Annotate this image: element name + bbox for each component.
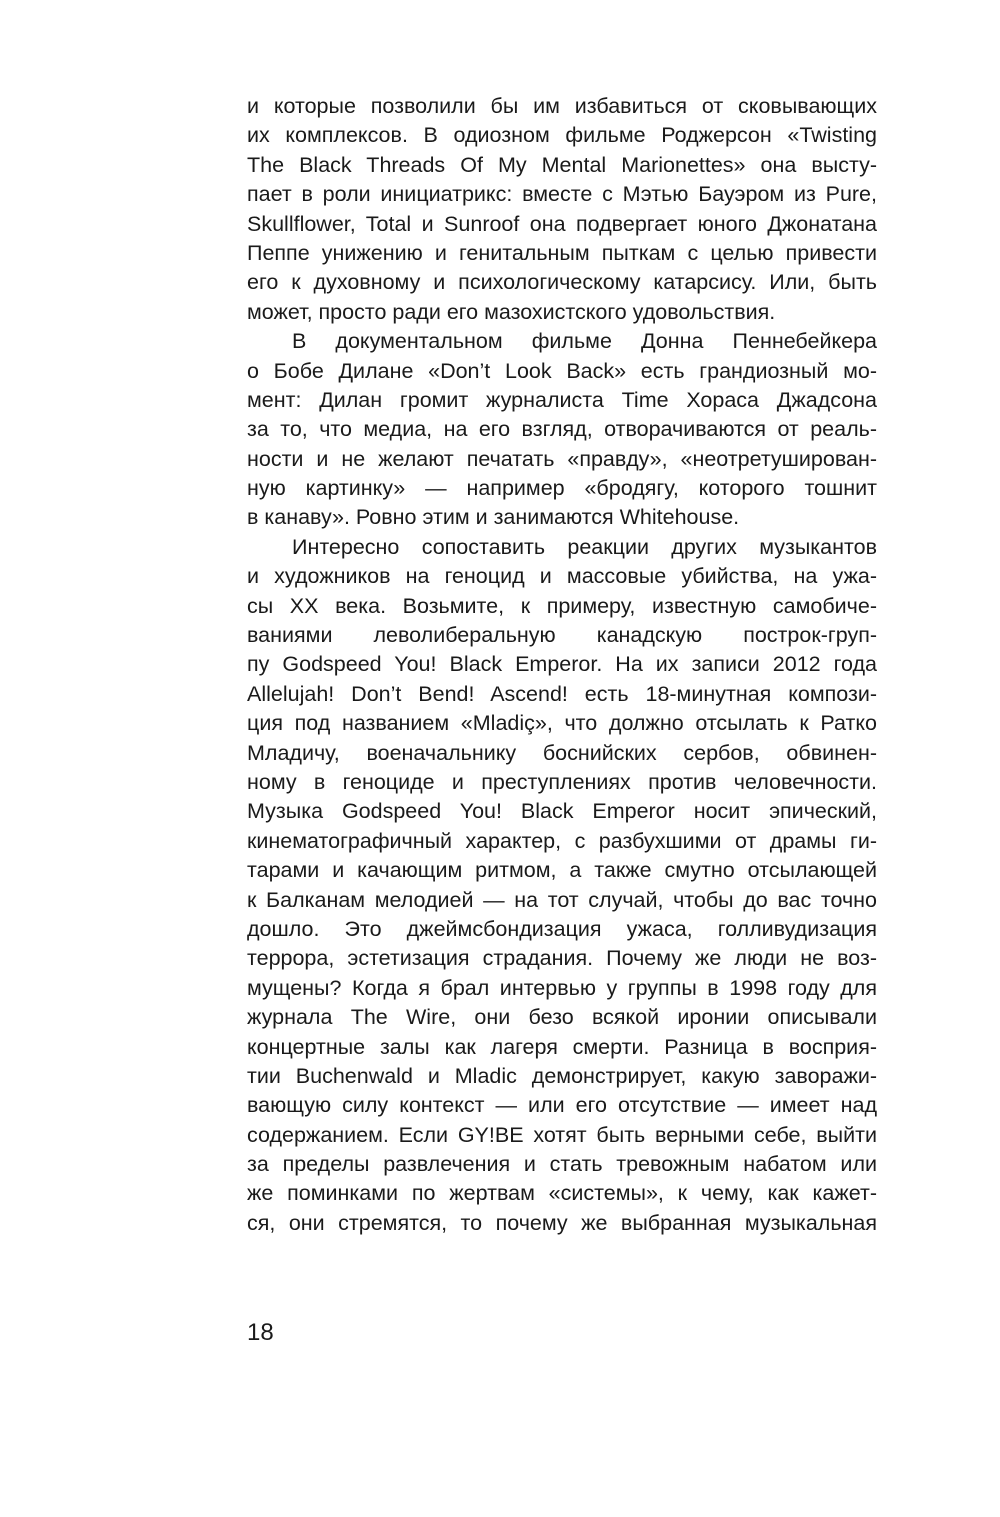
text-line: Младичу, военачальнику боснийских сербов, обвинен- — [247, 740, 877, 765]
text-line: содержанием. Если GY!BE хотят быть верными себе, выйти — [247, 1122, 877, 1147]
text-line: тии Buchenwald и Mladic демонстрирует, какую заворажи- — [247, 1063, 877, 1088]
text-line: их комплексов. В одиозном фильме Роджерсон «Twisting — [247, 123, 877, 148]
text-line: о Бобе Дилане «Don’t Look Back» есть грандиозный мо- — [247, 358, 877, 383]
page-body — [247, 92, 877, 1238]
text-line: пает в роли инициатрикс: вместе с Мэтью Бауэром из Pure, — [247, 182, 877, 207]
text-line: Allelujah! Don’t Bend! Ascend! есть 18-минутная компози- — [247, 681, 877, 706]
text-line: ности и не желают печатать «правду», «неотретуширован- — [247, 446, 877, 471]
text-line: Пеппе унижению и генитальным пыткам с целью привести — [247, 240, 877, 265]
text-line: Музыка Godspeed You! Black Emperor носит эпический, — [247, 799, 877, 824]
text-line: и художников на геноцид и массовые убийства, на ужа- — [247, 564, 877, 589]
text-line: ваниями леволиберальную канадскую построк-груп- — [247, 623, 877, 648]
text-line: ную картинку» — например «бродягу, которого тошнит — [247, 476, 877, 501]
text-line: журнала The Wire, они безо всякой иронии описывали — [247, 1005, 877, 1030]
text-line: кинематографичный характер, с разбухшими от драмы ги- — [247, 828, 877, 853]
page-number: 18 — [247, 1319, 274, 1346]
text-line: и которые позволили бы им избавиться от сковывающих — [247, 94, 877, 118]
text-line: концертные залы как лагеря смерти. Разница в восприя- — [247, 1034, 877, 1059]
text-line: Интересно сопоставить реакции других музыкантов — [292, 534, 877, 559]
text-line: ся, они стремятся, то почему же выбранная музыкальная — [247, 1210, 877, 1235]
text-line: в канаву». Ровно этим и занимаются Whitehouse. — [247, 505, 740, 530]
text-line: может, просто ради его мазохистского удовольствия. — [247, 299, 776, 324]
text-line: The Black Threads Of My Mental Marionettes» она высту- — [247, 152, 877, 177]
text-line: ному в геноциде и преступлениях против человечности. — [247, 769, 877, 794]
text-line: В документальном фильме Донна Пеннебейкера — [292, 329, 877, 354]
text-line: Skullflower, Total и Sunroof она подвергает юного Джонатана — [247, 211, 877, 236]
text-line: сы XX века. Возьмите, к примеру, известную самобиче- — [247, 593, 877, 618]
text-line: ция под названием «Mladiç», что должно отсылать к Ратко — [247, 711, 877, 736]
text-line: мент: Дилан громит журналиста Time Хораса Джадсона — [247, 387, 877, 412]
text-line: мущены? Когда я брал интервью у группы в 1998 году для — [247, 975, 877, 1000]
text-line: к Балканам мелодией — на тот случай, чтобы до вас точно — [247, 887, 877, 912]
text-line: террора, эстетизация страдания. Почему же люди не воз- — [247, 946, 877, 971]
text-line: пу Godspeed You! Black Emperor. На их записи 2012 года — [247, 652, 877, 677]
text-line: же поминками по жертвам «системы», к чему, как кажет- — [247, 1181, 877, 1206]
paragraph-2 — [247, 327, 877, 533]
paragraph-3 — [247, 533, 877, 1238]
text-line: вающую силу контекст — или его отсутствие — имеет над — [247, 1093, 877, 1118]
text-line: тарами и качающим ритмом, а также смутно отсылающей — [247, 858, 877, 883]
text-line: за то, что медиа, на его взгляд, отворачиваются от реаль- — [247, 417, 877, 442]
text-line: за пределы развлечения и стать тревожным набатом или — [247, 1152, 877, 1177]
text-line: дошло. Это джеймсбондизация ужаса, голливудизация — [247, 916, 877, 941]
paragraph-1 — [247, 92, 877, 327]
text-line: его к духовному и психологическому катарсису. Или, быть — [247, 270, 877, 295]
